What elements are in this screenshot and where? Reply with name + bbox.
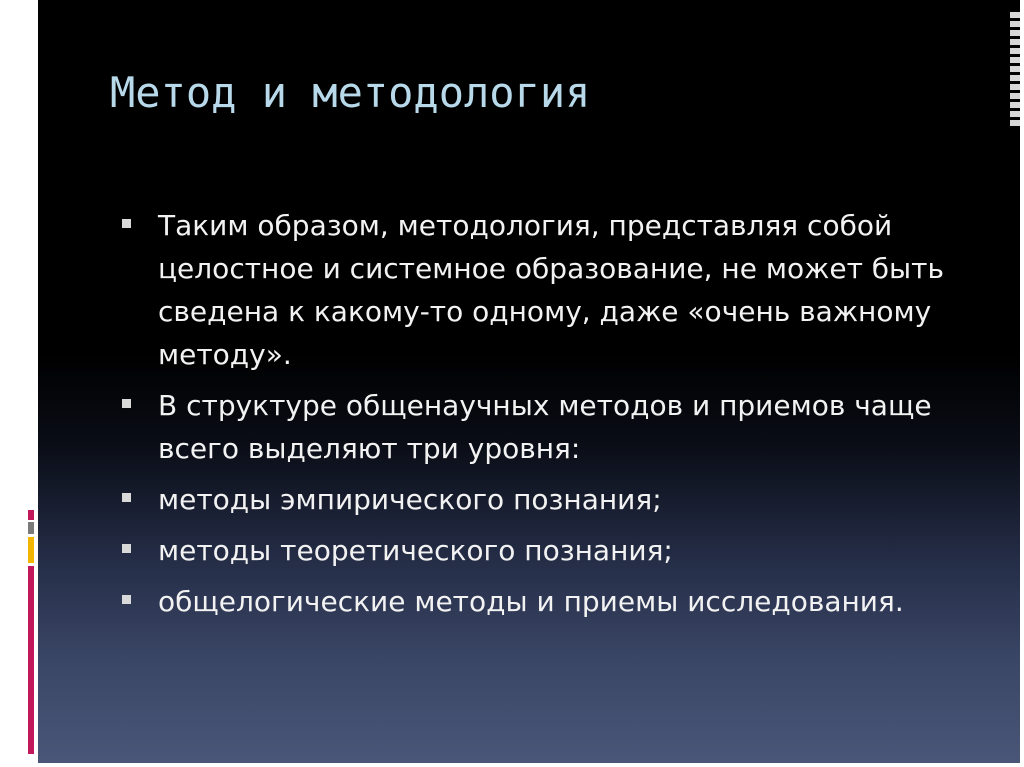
square-bullet-icon xyxy=(122,544,131,553)
square-bullet-icon xyxy=(122,493,131,502)
list-item-text: методы теоретического познания; xyxy=(158,534,673,567)
accent-mark-gray xyxy=(28,522,34,534)
accent-mark-magenta-small xyxy=(28,510,34,520)
list-item-text: В структуре общенаучных методов и приемов чаще всего выделяют три уровня: xyxy=(158,389,932,465)
bullet-list xyxy=(122,204,982,631)
list-item-text: Таким образом, методология, представляя собой целостное и системное образование, не может быть сведена к какому-то одному, даже «очень важному методу». xyxy=(158,209,944,371)
list-item xyxy=(122,529,982,572)
list-item xyxy=(122,478,982,521)
list-item xyxy=(122,580,982,623)
square-bullet-icon xyxy=(122,219,131,228)
list-item xyxy=(122,204,982,376)
bottom-border xyxy=(0,763,1024,767)
stripe-ornament xyxy=(1010,12,1020,130)
slide-title: Метод и методология xyxy=(110,68,591,117)
list-item-text: методы эмпирического познания; xyxy=(158,483,662,516)
right-border xyxy=(1020,0,1024,767)
square-bullet-icon xyxy=(122,595,131,604)
list-item xyxy=(122,384,982,470)
square-bullet-icon xyxy=(122,399,131,408)
accent-mark-yellow xyxy=(28,537,34,563)
accent-mark-magenta-long xyxy=(28,566,34,754)
list-item-text: общелогические методы и приемы исследования. xyxy=(158,585,904,618)
